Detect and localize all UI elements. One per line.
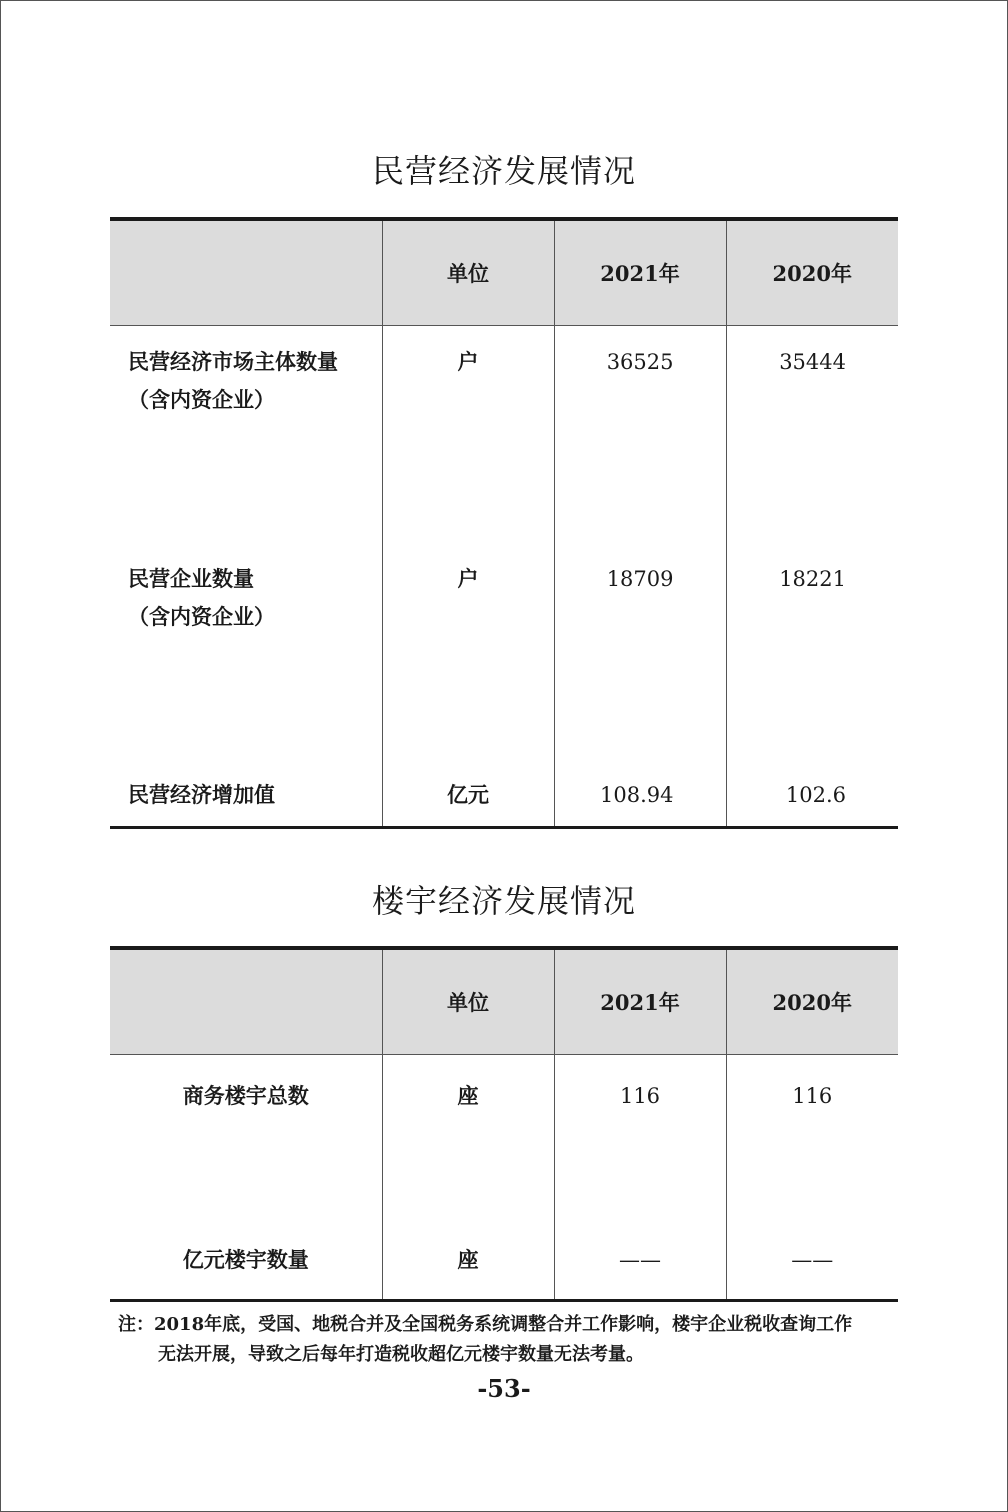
row-label: 商务楼宇总数: [182, 1083, 309, 1108]
row-label: [110, 560, 382, 776]
table-row: [110, 776, 898, 828]
table-row: [110, 1055, 898, 1242]
page-number: -53-: [477, 1374, 531, 1403]
footnote-line-1: 注：2018年底，受国、地税合并及全国税务系统调整合并工作影响，楼宇企业税收查询工作: [118, 1314, 853, 1335]
table-header-row: [110, 948, 898, 1055]
row-unit: 户: [382, 560, 554, 776]
section2-title: 楼宇经济发展情况: [371, 882, 636, 920]
header-unit: 单位: [382, 219, 554, 326]
row-unit: 座: [382, 1055, 554, 1242]
row-value-2020: 18221: [726, 560, 898, 776]
row-value-2021: 108.94: [554, 776, 726, 828]
building-economy-table: [110, 946, 898, 1302]
row-label-main: 民营经济市场主体数量: [128, 349, 338, 374]
header-2020: 2020年: [726, 948, 898, 1055]
header-unit: 单位: [382, 948, 554, 1055]
table-row: [110, 560, 898, 776]
row-value-2021: 18709: [554, 560, 726, 776]
header-2021: 2021年: [554, 948, 726, 1055]
footnote: [118, 1310, 908, 1370]
header-blank: [110, 219, 382, 326]
row-value-2020: ——: [726, 1241, 898, 1301]
row-label-sub: （含内资企业）: [128, 387, 275, 412]
footnote-line-2: 无法开展，导致之后每年打造税收超亿元楼宇数量无法考量。: [158, 1344, 644, 1365]
header-blank: [110, 948, 382, 1055]
table-row: [110, 1241, 898, 1301]
row-label-sub: （含内资企业）: [128, 604, 275, 629]
row-label: [110, 326, 382, 561]
table-row: [110, 326, 898, 561]
section1-title: 民营经济发展情况: [371, 152, 636, 190]
row-value-2021: ——: [554, 1241, 726, 1301]
row-label-main: 民营企业数量: [128, 566, 254, 591]
row-label: 民营经济增加值: [110, 776, 382, 828]
header-2021: 2021年: [554, 219, 726, 326]
row-value-2020: 35444: [726, 326, 898, 561]
row-unit: 户: [382, 326, 554, 561]
header-2020: 2020年: [726, 219, 898, 326]
row-value-2021: 116: [554, 1055, 726, 1242]
row-value-2021: 36525: [554, 326, 726, 561]
row-value-2020: 116: [726, 1055, 898, 1242]
row-value-2020: 102.6: [726, 776, 898, 828]
row-unit: 亿元: [382, 776, 554, 828]
row-unit: 座: [382, 1241, 554, 1301]
private-economy-table: [110, 217, 898, 829]
table-header-row: [110, 219, 898, 326]
row-label: 亿元楼宇数量: [110, 1241, 382, 1301]
